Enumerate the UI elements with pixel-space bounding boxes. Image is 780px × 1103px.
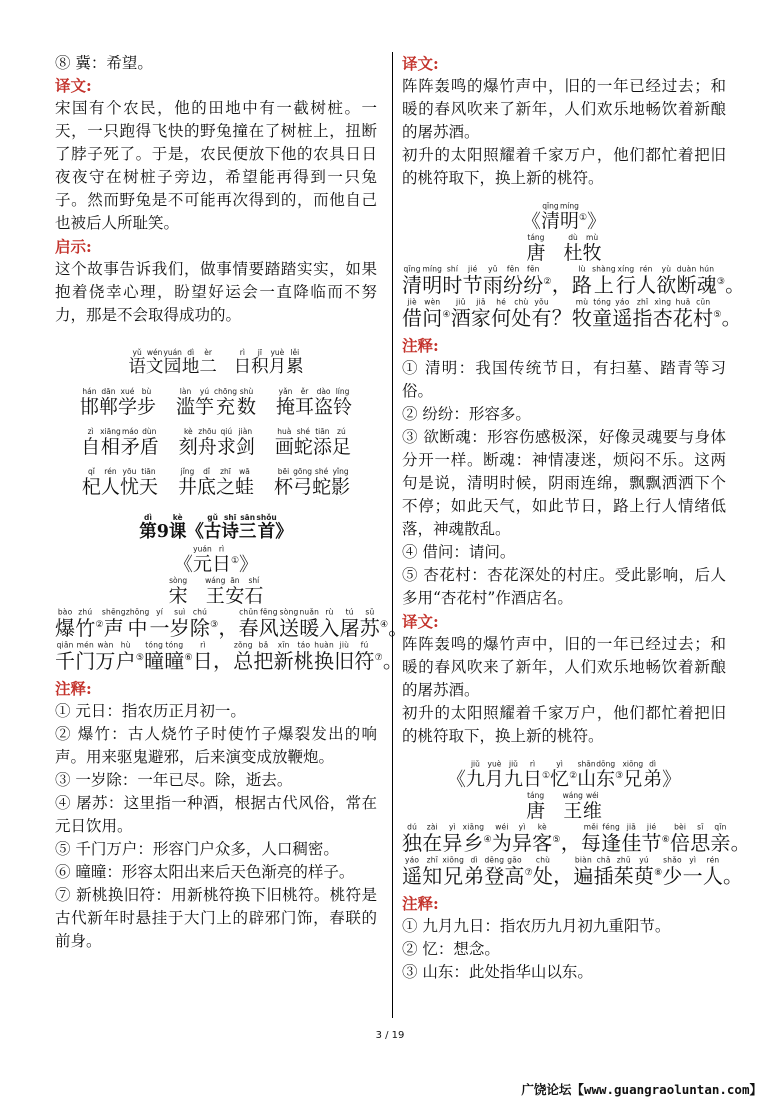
- translation-text: 初升的太阳照耀着千家万户，他们都忙着把旧的桃符取下，换上新的桃符。: [402, 704, 726, 745]
- note-item: ⑦ 新桃换旧符：用新桃符换下旧桃符。桃符是古代新年时悬挂于大门上的辟邪门饰，春联的前身。: [55, 886, 377, 950]
- idiom: 邯hán郸dān学xué步bù: [79, 387, 156, 418]
- idiom: 滥làn竽yú充chōng数shù: [175, 387, 257, 418]
- lesson-title: 第dì9课kè《古gǔ诗shī三sān首shǒu》: [139, 513, 293, 542]
- idiom: 杞qǐ人rén忧yōu天tiān: [81, 467, 158, 498]
- note-8: ⑧ 冀：希望。: [55, 54, 153, 72]
- translation-text: 阵阵轰鸣的爆竹声中，旧的一年已经过去；和暖的春风吹来了新年，人们欢乐地畅饮着新酿的屠苏酒。: [402, 635, 726, 699]
- idiom: 杯bēi弓gōng蛇shé影yǐng: [274, 467, 351, 498]
- notes-heading: 注释:: [55, 679, 92, 698]
- poem-line-2: 借jiè问wèn④酒jiǔ家jiā何hé处chù有yǒu？牧mù童tóng遥yáo指zhǐ杏xìng花huā村cūn⑤。: [402, 298, 742, 330]
- poem-line-1: 独dú在zài异yì乡xiāng④为wéi异yì客kè⑤，每měi逢féng佳jiā节jié⑥倍bèi思sī亲qīn。: [402, 823, 751, 855]
- poem-line-2: 千qiān门mén万wàn户hù⑤曈tóng曈tóng⑥日rì，总zǒng把bǎ新xīn桃táo换huàn旧jiù符fú⑦。: [55, 641, 404, 673]
- poem-author-yuanri: 宋sòng 王wáng安ān石shí: [168, 576, 264, 607]
- idiom: 刻kè舟zhōu求qiú剑jiàn: [178, 427, 255, 458]
- page-number: 3 / 19: [375, 1030, 405, 1041]
- note-item: ③ 欲断魂：形容伤感极深，好像灵魂要与身体分开一样。断魂：神情凄迷，烦闷不乐。这两句是说，清明时候，阴雨连绵，飘飘洒洒下个不停；如此天气，如此节日，路上行人情绪低落，神魂散乱。: [402, 428, 726, 538]
- note-item: ③ 一岁除：一年已尽。除，逝去。: [55, 771, 293, 789]
- translation-text: 阵阵轰鸣的爆竹声中，旧的一年已经过去；和暖的春风吹来了新年，人们欢乐地畅饮着新酿的屠苏酒。: [402, 77, 726, 141]
- notes-heading: 注释:: [402, 336, 439, 355]
- note-item: ② 忆：想念。: [402, 940, 500, 958]
- note-item: ⑥ 曈曈：形容太阳出来后天色渐亮的样子。: [55, 863, 355, 881]
- translation-heading: 译文:: [402, 54, 439, 73]
- poem-title-jiuyue: 《九jiǔ月yuè九jiǔ日rì①忆yì②山shān东dōng③兄xiōng弟dì》: [446, 759, 682, 790]
- site-url[interactable]: 【www.guangraoluntan.com】: [571, 1082, 762, 1097]
- note-item: ⑤ 杏花村：杏花深处的村庄。受此影响，后人多用“杏花村”作酒店名。: [402, 566, 726, 607]
- right-column: [402, 52, 751, 984]
- garden-title: 语yǔ文wén园yuán地dì二èr 日rì积jī月yuè累lěi: [128, 348, 304, 377]
- note-item: ② 爆竹：古人烧竹子时使竹子爆裂发出的响声。用来驱鬼避邪，后来演变成放鞭炮。: [55, 725, 377, 766]
- poem-author-jiuyue: 唐táng 王wáng维wéi: [526, 791, 602, 822]
- note-item: ③ 山东：此处指华山以东。: [402, 963, 593, 981]
- note-item: ⑤ 千门万户：形容门户众多，人口稠密。: [55, 840, 339, 858]
- column-divider: [392, 52, 393, 1018]
- poem-title-qingming: 《清qīng明míng①》: [521, 201, 607, 232]
- insight-heading: 启示:: [55, 237, 92, 256]
- idiom: 画huà蛇shé添tiān足zú: [274, 427, 351, 458]
- poem-line-2: 遥yáo知zhī兄xiōng弟dì登dēng高gāo⑦处chù，遍biàn插chā茱zhū萸yú⑧少shǎo一yì人rén。: [402, 856, 744, 888]
- translation-heading: 译文:: [55, 76, 92, 95]
- idiom-row-3: [55, 468, 377, 498]
- idiom: 井jǐng底dǐ之zhī蛙wā: [177, 467, 255, 498]
- note-item: ① 元日：指农历正月初一。: [55, 702, 246, 720]
- poem-title-yuanri: 《元yuán日rì①》: [173, 544, 259, 575]
- poem-line-1: 爆bào竹zhú②声shēng中zhōng一yí岁suì除chú③，春chūn风fēng送sòng暖nuǎn入rù屠tú苏sū④。: [55, 608, 409, 640]
- idiom-row-1: [55, 388, 377, 418]
- left-column: [55, 52, 409, 953]
- poem-line-1: 清qīng明míng时shí节jié雨yǔ纷fēn纷fēn②，路lù上shàng行xíng人rén欲yù断duàn魂hún③。: [402, 265, 746, 297]
- idiom: 自zì相xiāng矛máo盾dùn: [81, 427, 159, 458]
- note-item: ④ 借问：请问。: [402, 543, 516, 561]
- note-item: ① 九月九日：指农历九月初九重阳节。: [402, 917, 671, 935]
- translation-heading: 译文:: [402, 612, 439, 631]
- idiom-row-2: [55, 428, 377, 458]
- note-item: ④ 屠苏：这里指一种酒，根据古代风俗，常在元日饮用。: [55, 794, 377, 835]
- translation-text: 宋国有个农民，他的田地中有一截树桩。一天，一只跑得飞快的野兔撞在了树桩上，扭断了脖子死了。于是，农民便放下他的农具日日夜夜守在树桩子旁边，希望能再得到一只兔子。然而野兔是不可能再次得到的，而他自己也被后人所耻笑。: [55, 99, 377, 232]
- translation-text: 初升的太阳照耀着千家万户，他们都忙着把旧的桃符取下，换上新的桃符。: [402, 146, 726, 187]
- idiom: 掩yǎn耳ěr盗dào铃líng: [276, 387, 353, 418]
- poem-author-qingming: 唐táng 杜dù牧mù: [526, 233, 602, 264]
- insight-text: 这个故事告诉我们，做事情要踏踏实实，如果抱着侥幸心理，盼望好运会一直降临而不努力，那是不会取得成功的。: [55, 260, 377, 324]
- note-item: ② 纷纷：形容多。: [402, 405, 531, 423]
- note-item: ① 清明：我国传统节日，有扫墓、踏青等习俗。: [402, 359, 726, 400]
- notes-heading: 注释:: [402, 894, 439, 913]
- site-footer: [521, 1080, 762, 1098]
- site-name: 广饶论坛: [521, 1082, 572, 1097]
